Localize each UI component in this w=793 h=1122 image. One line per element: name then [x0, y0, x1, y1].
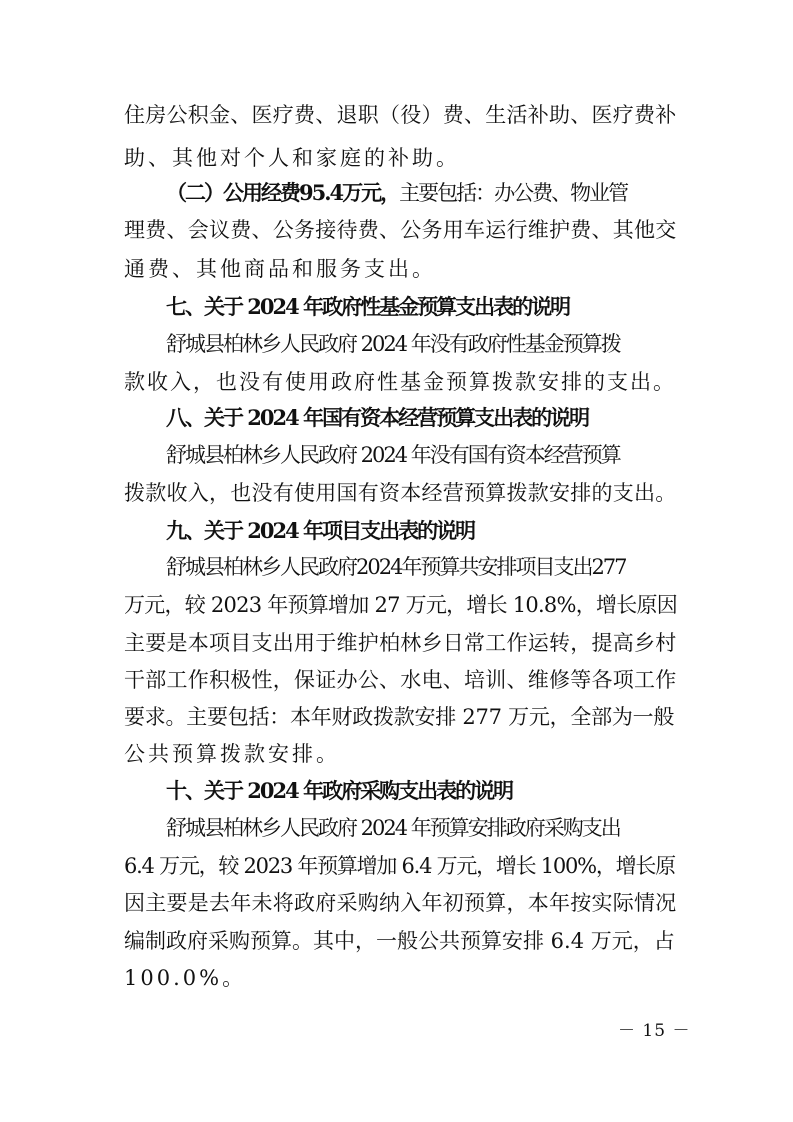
paragraph-line: 舒城县柏林乡人民政府2024年预算共安排项目支出277 — [166, 555, 626, 579]
paragraph-line: 干部工作积极性，保证办公、水电、培训、维修等各项工作 — [124, 668, 677, 692]
paragraph-line: 理费、会议费、公务接待费、公务用车运行维护费、其他交 — [124, 218, 677, 242]
subheading-amount: 95.4 — [299, 180, 343, 205]
paragraph-line: 6.4 万元，较 2023 年预算增加 6.4 万元，增长 100%，增长原 — [124, 854, 675, 878]
section-heading: 八、关于 2024 年国有资本经营预算支出表的说明 — [166, 405, 589, 430]
section-heading: 九、关于 2024 年项目支出表的说明 — [166, 518, 475, 543]
paragraph-line: 拨款收入，也没有使用国有资本经营预算拨款安排的支出。 — [124, 481, 677, 505]
subheading-lead: （二）公用经费 — [166, 180, 299, 205]
paragraph-line: 款收入，也没有使用政府性基金预算拨款安排的支出。 — [124, 370, 676, 394]
paragraph-line — [166, 180, 714, 206]
paragraph-line: 舒城县柏林乡人民政府 2024 年没有国有资本经营预算 — [166, 443, 620, 467]
paragraph-line: 助、其他对个人和家庭的补助。 — [124, 146, 460, 170]
paragraph-line: 编制政府采购预算。其中，一般公共预算安排 6.4 万元，占 — [124, 929, 675, 953]
paragraph-line: 要求。主要包括：本年财政拨款安排 277 万元，全部为一般 — [124, 705, 675, 729]
paragraph-line: 100.0%。 — [124, 966, 247, 990]
paragraph-line: 因主要是去年未将政府采购纳入年初预算，本年按实际情况 — [124, 891, 677, 915]
section-heading: 十、关于 2024 年政府采购支出表的说明 — [166, 778, 513, 803]
paragraph-line: 住房公积金、医疗费、退职（役）费、生活补助、医疗费补 — [124, 103, 677, 127]
subheading-unit: 万元， — [342, 180, 400, 205]
paragraph-text: 主要包括：办公费、物业管 — [399, 181, 628, 205]
paragraph-line: 公共预算拨款安排。 — [124, 742, 340, 766]
paragraph-line: 万元，较 2023 年预算增加 27 万元，增长 10.8%，增长原因 — [124, 593, 678, 617]
paragraph-line: 舒城县柏林乡人民政府 2024 年预算安排政府采购支出 — [166, 816, 620, 840]
page-number: － 15 － — [618, 1021, 691, 1041]
paragraph-line: 通费、其他商品和服务支出。 — [124, 257, 436, 281]
paragraph-line: 舒城县柏林乡人民政府 2024 年没有政府性基金预算拨 — [166, 332, 620, 356]
paragraph-line: 主要是本项目支出用于维护柏林乡日常工作运转，提高乡村 — [124, 631, 677, 655]
section-heading: 七、关于 2024 年政府性基金预算支出表的说明 — [166, 294, 570, 319]
